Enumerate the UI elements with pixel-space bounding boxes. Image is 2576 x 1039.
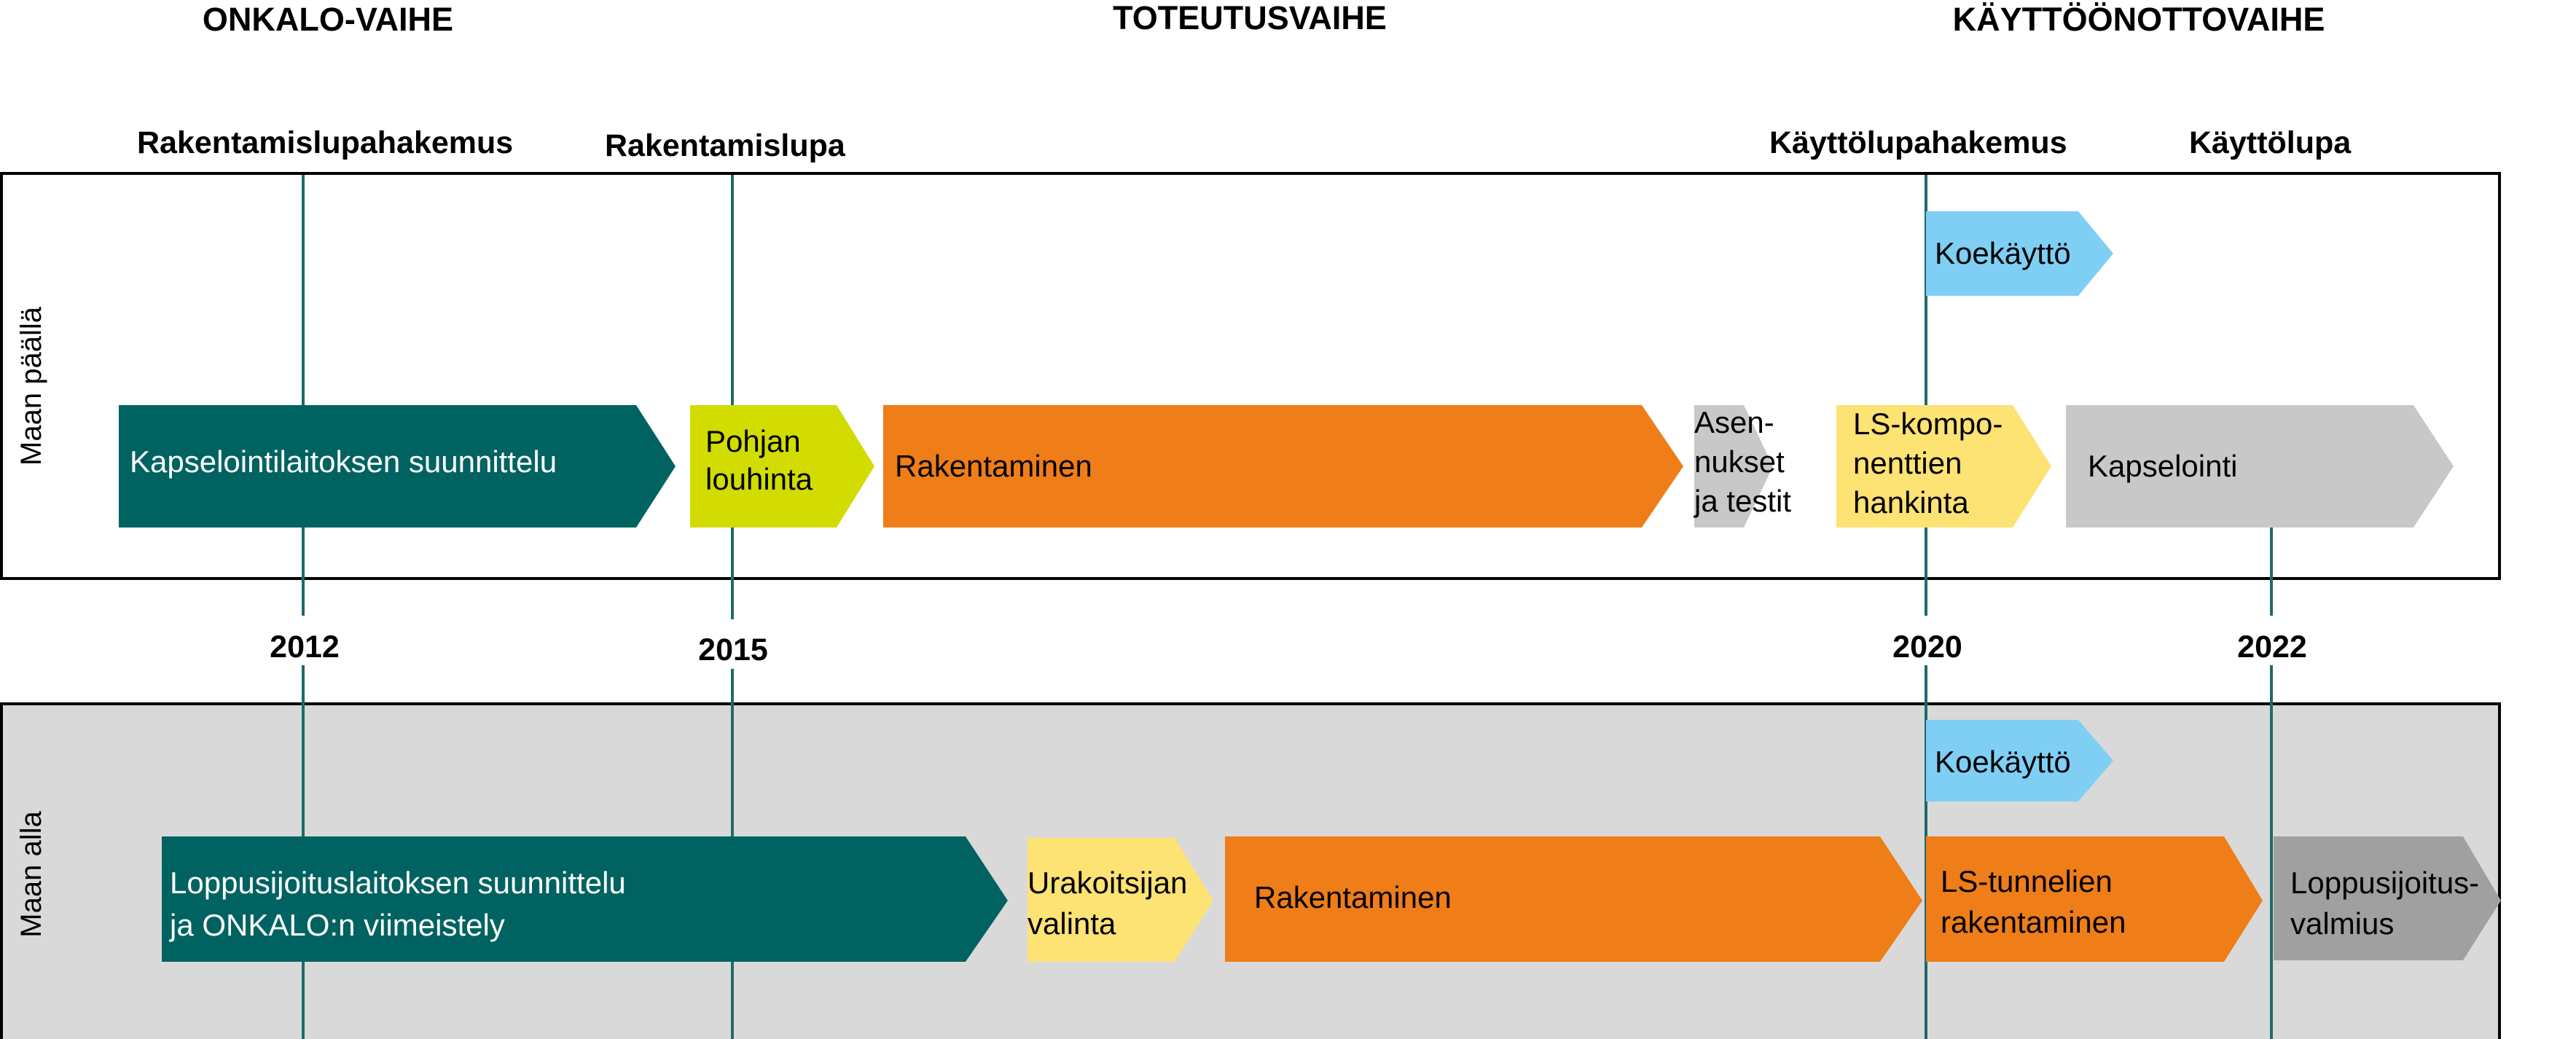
milestone-kayttolupa: Käyttölupa	[2189, 125, 2352, 160]
task-loppusijoitusvalmius	[2274, 836, 2501, 960]
year-2022: 2022	[2237, 630, 2307, 664]
svg-text:Loppusijoitus-: Loppusijoitus-	[2290, 866, 2480, 900]
milestone-rakentamislupa: Rakentamislupa	[605, 128, 845, 163]
task-koekaytto-lower	[1926, 720, 2113, 801]
svg-text:Kapselointi: Kapselointi	[2088, 449, 2238, 483]
lane-label-lower: Maan alla	[15, 811, 47, 938]
year-2020: 2020	[1892, 630, 1962, 664]
task-kapselointilaitoksen-suunnittelu	[119, 405, 676, 528]
year-2015: 2015	[698, 632, 768, 667]
phase-kayttoonotto: KÄYTTÖÖNOTTOVAIHE	[1952, 1, 2325, 38]
svg-text:Kapselointilaitoksen suunnitte: Kapselointilaitoksen suunnittelu	[130, 444, 557, 479]
lane-label-upper: Maan päällä	[15, 307, 47, 466]
task-loppusijoituslaitoksen-suunnittelu	[162, 836, 1008, 962]
task-ls-komponenttien-hankinta	[1836, 405, 2051, 528]
svg-text:LS-tunnelien: LS-tunnelien	[1941, 864, 2113, 898]
task-rakentaminen-upper	[883, 405, 1683, 528]
task-kapselointi	[2066, 405, 2454, 528]
svg-text:nukset: nukset	[1694, 444, 1785, 479]
milestone-kayttolupahakemus: Käyttölupahakemus	[1769, 125, 2067, 160]
task-koekaytto-upper	[1926, 211, 2113, 296]
svg-text:valinta: valinta	[1027, 906, 1116, 941]
task-pohjan-louhinta	[690, 405, 874, 528]
svg-text:Pohjan: Pohjan	[705, 424, 801, 458]
svg-text:LS-kompo-: LS-kompo-	[1853, 407, 2003, 441]
svg-text:ja testit: ja testit	[1694, 484, 1792, 518]
phase-toteutus: TOTEUTUSVAIHE	[1113, 0, 1387, 36]
svg-text:Urakoitsijan: Urakoitsijan	[1027, 866, 1188, 900]
task-rakentaminen-lower	[1225, 836, 1922, 962]
task-ls-tunnelien-rakentaminen	[1926, 836, 2263, 962]
svg-text:Koekäyttö: Koekäyttö	[1935, 236, 2071, 270]
svg-text:ja ONKALO:n viimeistely: ja ONKALO:n viimeistely	[170, 908, 505, 942]
svg-text:Rakentaminen: Rakentaminen	[1254, 880, 1452, 914]
svg-text:rakentaminen: rakentaminen	[1941, 905, 2126, 939]
svg-text:Rakentaminen: Rakentaminen	[895, 449, 1092, 483]
svg-text:hankinta: hankinta	[1853, 485, 1969, 520]
task-urakoitsijan-valinta	[1027, 838, 1213, 962]
milestone-rakentamislupahakemus: Rakentamislupahakemus	[137, 125, 514, 160]
svg-text:louhinta: louhinta	[705, 462, 813, 496]
phase-onkalo: ONKALO-VAIHE	[202, 1, 454, 38]
svg-text:nenttien: nenttien	[1853, 446, 1962, 480]
svg-text:valmius: valmius	[2290, 906, 2395, 941]
svg-text:Koekäyttö: Koekäyttö	[1935, 745, 2071, 779]
svg-text:Loppusijoituslaitoksen suunnit: Loppusijoituslaitoksen suunnittelu	[170, 866, 626, 900]
year-2012: 2012	[270, 630, 340, 664]
svg-text:Asen-: Asen-	[1694, 405, 1774, 439]
